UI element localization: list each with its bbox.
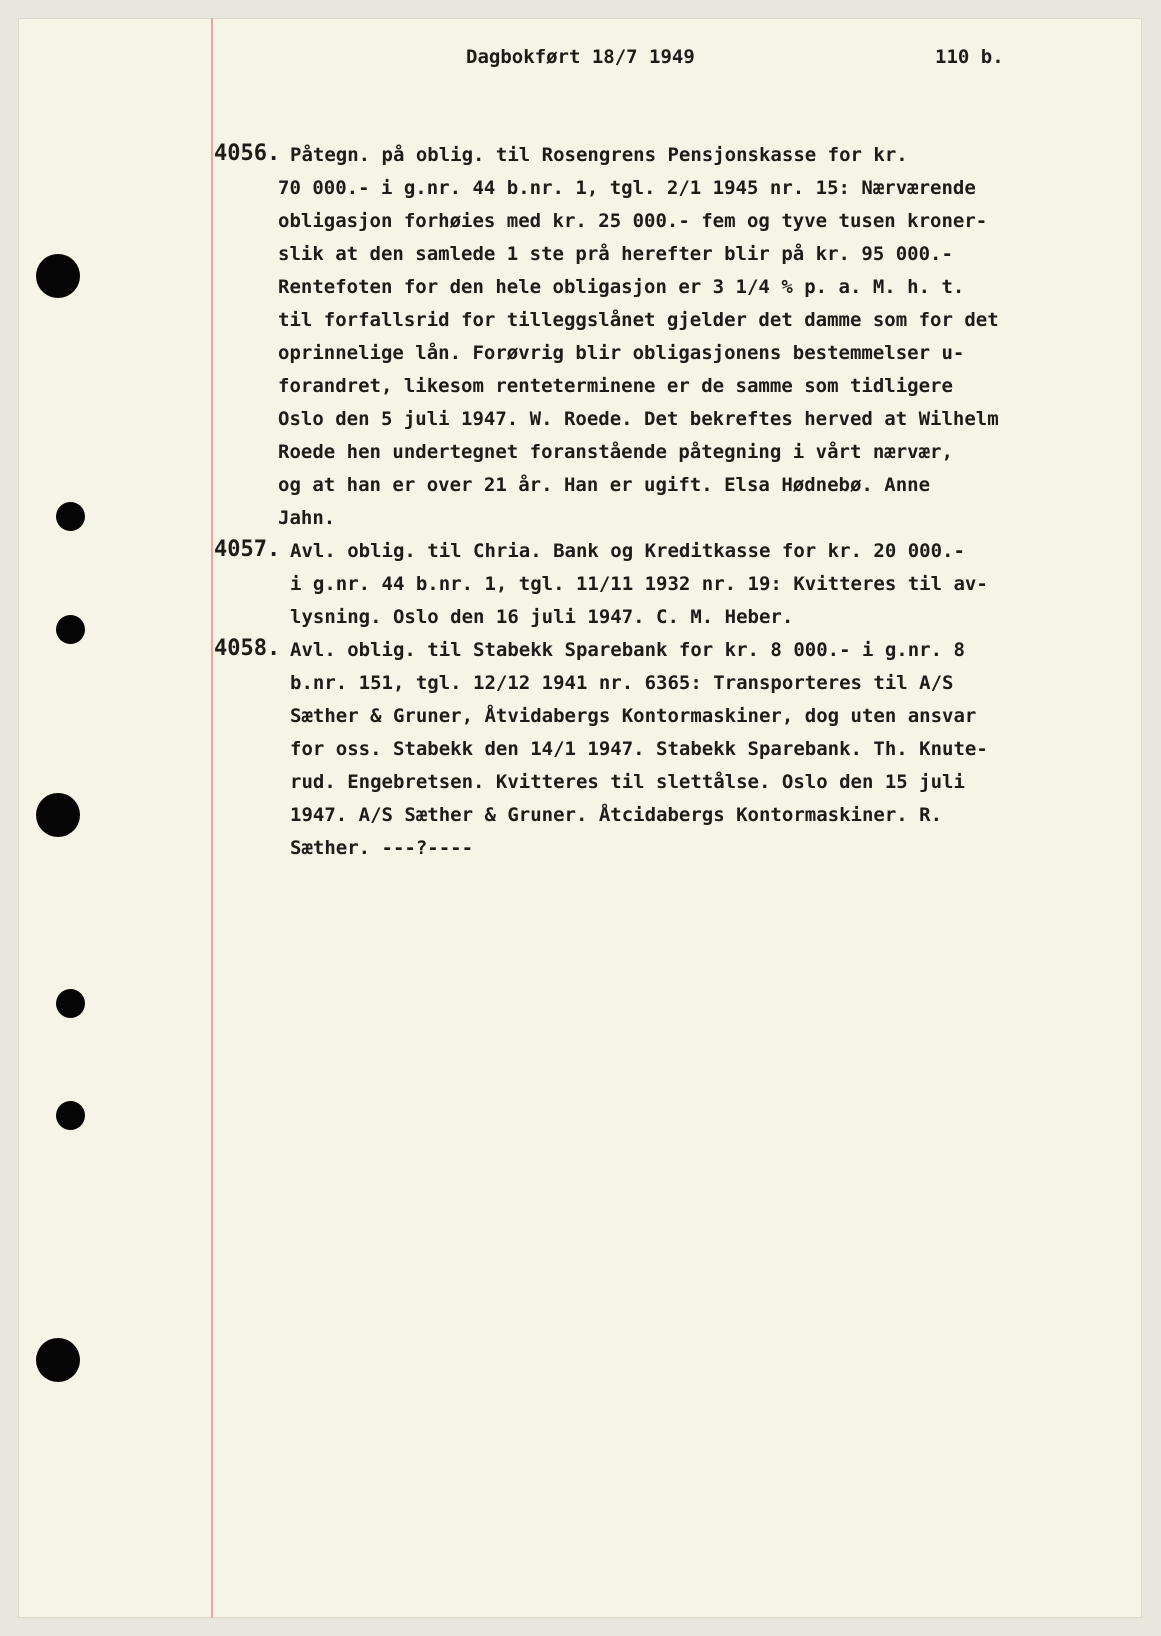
header-title: Dagbokført 18/7 1949 [466, 46, 695, 68]
entry-line: Påtegn. på oblig. til Rosengrens Pensjonskasse for kr. [290, 144, 908, 166]
entry-line: Sæther & Gruner, Åtvidabergs Kontormaskiner, dog uten ansvar [290, 705, 977, 727]
page-number: 110 b. [935, 46, 1004, 68]
entry-line: Roede hen undertegnet foranstående påtegning i vårt nærvær, [278, 441, 953, 463]
entry-line: Sæther. ---?---- [290, 837, 474, 859]
binder-hole [36, 1338, 80, 1382]
entry-line: rud. Engebretsen. Kvitteres til slettålse. Oslo den 15 juli [290, 771, 965, 793]
binder-hole [56, 502, 85, 531]
entry-line: Rentefoten for den hele obligasjon er 3 1/4 % p. a. M. h. t. [278, 276, 965, 298]
entry-line: Avl. oblig. til Chria. Bank og Kreditkasse for kr. 20 000.- [290, 540, 965, 562]
entry-line: lysning. Oslo den 16 juli 1947. C. M. Heber. [290, 606, 794, 628]
entry-line: Avl. oblig. til Stabekk Sparebank for kr. 8 000.- i g.nr. 8 [290, 639, 965, 661]
entry-line: og at han er over 21 år. Han er ugift. Elsa Hødnebø. Anne [278, 474, 931, 496]
entry-line: for oss. Stabekk den 14/1 1947. Stabekk Sparebank. Th. Knute- [290, 738, 988, 760]
entry-number: 4056. [214, 141, 281, 166]
binder-hole [36, 254, 80, 298]
binder-hole [56, 615, 85, 644]
binder-hole [36, 793, 80, 837]
entry-number: 4057. [214, 537, 281, 562]
entry-number: 4058. [214, 636, 281, 661]
entry-line: Jahn. [278, 507, 336, 529]
binder-hole [56, 1101, 85, 1130]
entry-line: Oslo den 5 juli 1947. W. Roede. Det bekreftes herved at Wilhelm [278, 408, 999, 430]
binder-hole [56, 989, 85, 1018]
entry-line: til forfallsrid for tilleggslånet gjelder det damme som for det [278, 309, 999, 331]
entry-line: 1947. A/S Sæther & Gruner. Åtcidabergs Kontormaskiner. R. [290, 804, 943, 826]
document-page [18, 18, 1142, 1618]
entry-line: forandret, likesom renteterminene er de samme som tidligere [278, 375, 953, 397]
entry-line: slik at den samlede 1 ste prå herefter blir på kr. 95 000.- [278, 243, 953, 265]
entry-line: oprinnelige lån. Forøvrig blir obligasjonens bestemmelser u- [278, 342, 965, 364]
entry-line: i g.nr. 44 b.nr. 1, tgl. 11/11 1932 nr. 19: Kvitteres til av- [290, 573, 988, 595]
entry-line: obligasjon forhøies med kr. 25 000.- fem og tyve tusen kroner- [278, 210, 988, 232]
entry-line: b.nr. 151, tgl. 12/12 1941 nr. 6365: Transporteres til A/S [290, 672, 954, 694]
entry-line: 70 000.- i g.nr. 44 b.nr. 1, tgl. 2/1 1945 nr. 15: Nærværende [278, 177, 976, 199]
margin-rule [211, 18, 213, 1618]
